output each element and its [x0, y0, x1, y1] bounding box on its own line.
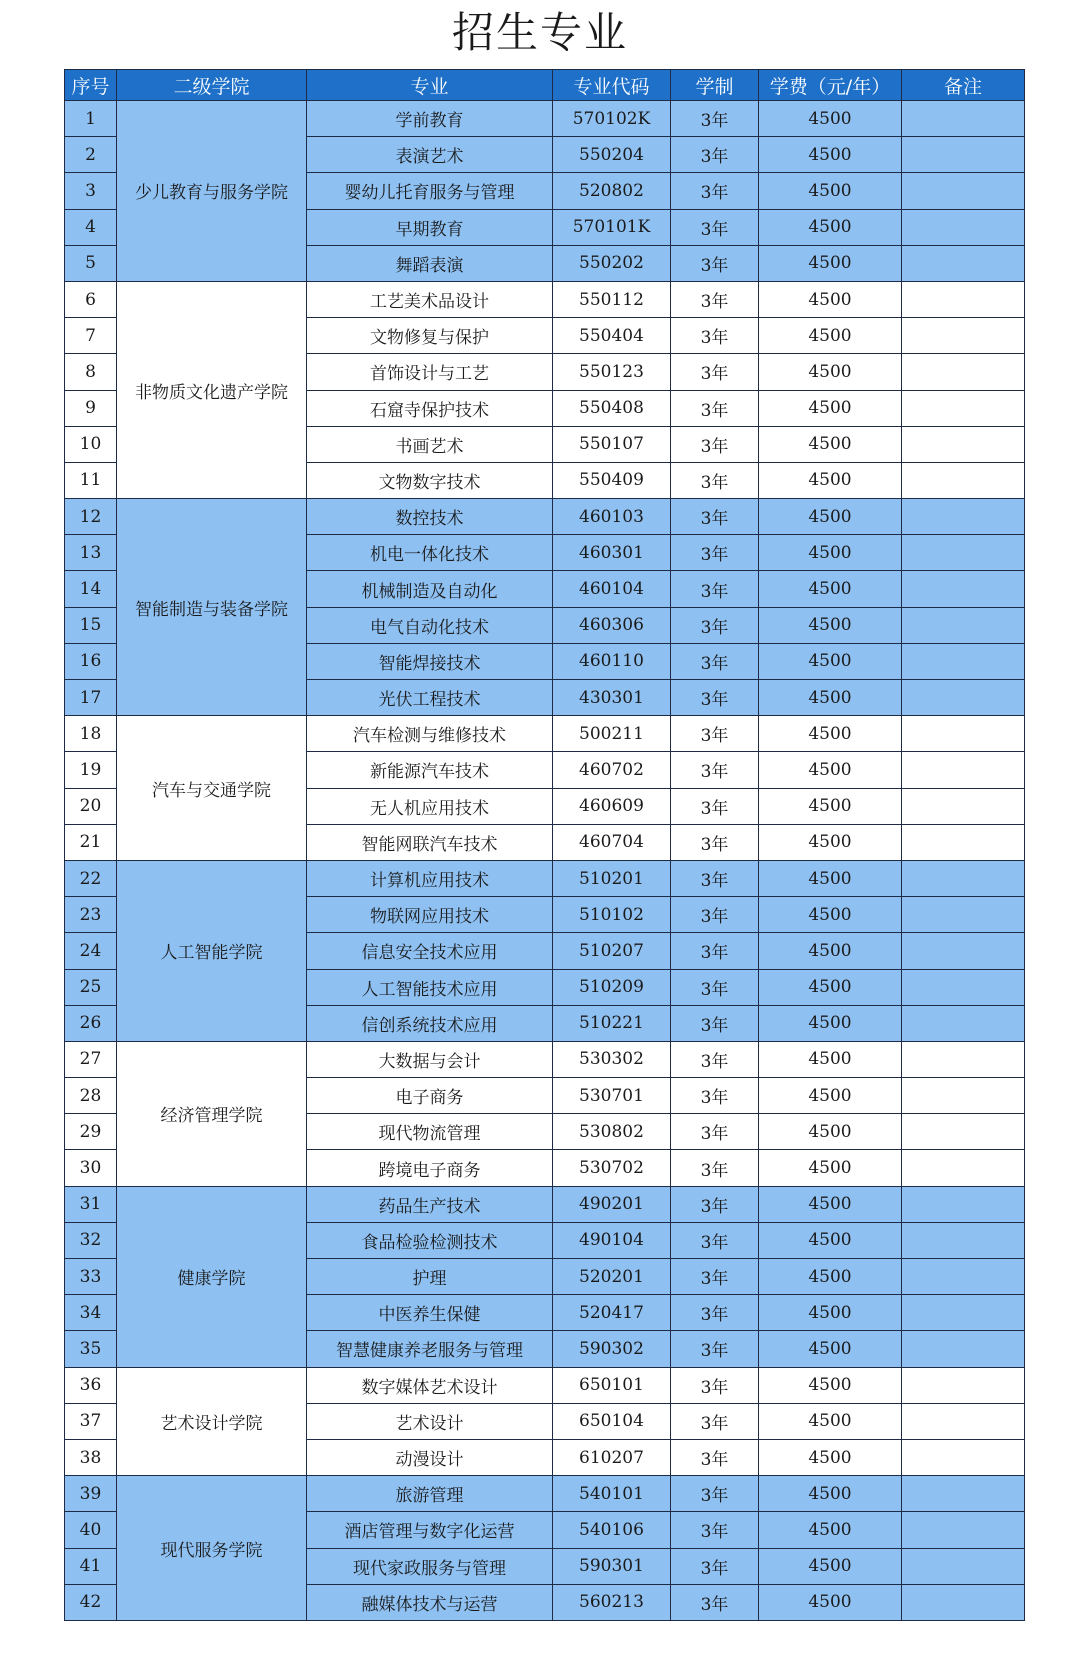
duration-cell: 3年 [671, 245, 759, 281]
major-cell: 机械制造及自动化 [307, 571, 553, 607]
duration-cell: 3年 [671, 1041, 759, 1077]
code-cell: 460301 [553, 535, 671, 571]
major-cell: 旅游管理 [307, 1476, 553, 1512]
duration-cell: 3年 [671, 860, 759, 896]
fee-cell: 4500 [759, 716, 902, 752]
fee-cell: 4500 [759, 173, 902, 209]
row-number: 31 [65, 1186, 117, 1222]
row-number: 23 [65, 897, 117, 933]
major-cell: 中医养生保健 [307, 1295, 553, 1331]
note-cell [902, 173, 1025, 209]
major-cell: 酒店管理与数字化运营 [307, 1512, 553, 1548]
row-number: 6 [65, 281, 117, 317]
note-cell [902, 860, 1025, 896]
fee-cell: 4500 [759, 788, 902, 824]
code-cell: 520201 [553, 1259, 671, 1295]
major-cell: 机电一体化技术 [307, 535, 553, 571]
code-cell: 460306 [553, 607, 671, 643]
row-number: 10 [65, 426, 117, 462]
code-cell: 550202 [553, 245, 671, 281]
header-no: 序号 [65, 70, 117, 101]
duration-cell: 3年 [671, 752, 759, 788]
duration-cell: 3年 [671, 1150, 759, 1186]
duration-cell: 3年 [671, 1114, 759, 1150]
major-cell: 数控技术 [307, 499, 553, 535]
row-number: 32 [65, 1222, 117, 1258]
college-cell: 经济管理学院 [117, 1041, 307, 1186]
note-cell [902, 209, 1025, 245]
code-cell: 530702 [553, 1150, 671, 1186]
major-cell: 跨境电子商务 [307, 1150, 553, 1186]
row-number: 26 [65, 1005, 117, 1041]
table-row [65, 1186, 1025, 1222]
fee-cell: 4500 [759, 1548, 902, 1584]
code-cell: 500211 [553, 716, 671, 752]
note-cell [902, 752, 1025, 788]
major-cell: 物联网应用技术 [307, 897, 553, 933]
fee-cell: 4500 [759, 1403, 902, 1439]
note-cell [902, 101, 1025, 137]
fee-cell: 4500 [759, 462, 902, 498]
fee-cell: 4500 [759, 571, 902, 607]
fee-cell: 4500 [759, 281, 902, 317]
header-fee: 学费（元/年） [759, 70, 902, 101]
row-number: 3 [65, 173, 117, 209]
code-cell: 550107 [553, 426, 671, 462]
note-cell [902, 1512, 1025, 1548]
duration-cell: 3年 [671, 571, 759, 607]
note-cell [902, 354, 1025, 390]
row-number: 28 [65, 1078, 117, 1114]
major-cell: 智能网联汽车技术 [307, 824, 553, 860]
table-row [65, 716, 1025, 752]
note-cell [902, 245, 1025, 281]
fee-cell: 4500 [759, 824, 902, 860]
row-number: 12 [65, 499, 117, 535]
major-cell: 药品生产技术 [307, 1186, 553, 1222]
major-cell: 舞蹈表演 [307, 245, 553, 281]
college-cell: 非物质文化遗产学院 [117, 281, 307, 498]
header-note: 备注 [902, 70, 1025, 101]
note-cell [902, 788, 1025, 824]
code-cell: 560213 [553, 1584, 671, 1620]
row-number: 20 [65, 788, 117, 824]
duration-cell: 3年 [671, 426, 759, 462]
major-cell: 艺术设计 [307, 1403, 553, 1439]
duration-cell: 3年 [671, 1548, 759, 1584]
code-cell: 510102 [553, 897, 671, 933]
fee-cell: 4500 [759, 354, 902, 390]
major-cell: 文物数字技术 [307, 462, 553, 498]
major-cell: 现代家政服务与管理 [307, 1548, 553, 1584]
header-row [65, 70, 1025, 101]
duration-cell: 3年 [671, 824, 759, 860]
note-cell [902, 1078, 1025, 1114]
major-cell: 电气自动化技术 [307, 607, 553, 643]
table-row [65, 499, 1025, 535]
college-cell: 少儿教育与服务学院 [117, 101, 307, 282]
row-number: 17 [65, 680, 117, 716]
fee-cell: 4500 [759, 607, 902, 643]
row-number: 7 [65, 318, 117, 354]
row-number: 16 [65, 643, 117, 679]
row-number: 30 [65, 1150, 117, 1186]
code-cell: 510209 [553, 969, 671, 1005]
duration-cell: 3年 [671, 209, 759, 245]
row-number: 13 [65, 535, 117, 571]
note-cell [902, 1548, 1025, 1584]
duration-cell: 3年 [671, 1186, 759, 1222]
code-cell: 550112 [553, 281, 671, 317]
duration-cell: 3年 [671, 137, 759, 173]
note-cell [902, 1259, 1025, 1295]
major-cell: 信息安全技术应用 [307, 933, 553, 969]
major-cell: 文物修复与保护 [307, 318, 553, 354]
college-cell: 艺术设计学院 [117, 1367, 307, 1476]
note-cell [902, 969, 1025, 1005]
fee-cell: 4500 [759, 1186, 902, 1222]
duration-cell: 3年 [671, 1005, 759, 1041]
duration-cell: 3年 [671, 101, 759, 137]
fee-cell: 4500 [759, 245, 902, 281]
note-cell [902, 281, 1025, 317]
code-cell: 540106 [553, 1512, 671, 1548]
duration-cell: 3年 [671, 1078, 759, 1114]
major-cell: 光伏工程技术 [307, 680, 553, 716]
code-cell: 510221 [553, 1005, 671, 1041]
major-cell: 早期教育 [307, 209, 553, 245]
code-cell: 570102K [553, 101, 671, 137]
table-row [65, 101, 1025, 137]
code-cell: 590301 [553, 1548, 671, 1584]
college-cell: 健康学院 [117, 1186, 307, 1367]
table-row [65, 1367, 1025, 1403]
major-cell: 石窟寺保护技术 [307, 390, 553, 426]
note-cell [902, 499, 1025, 535]
duration-cell: 3年 [671, 1295, 759, 1331]
duration-cell: 3年 [671, 1259, 759, 1295]
duration-cell: 3年 [671, 462, 759, 498]
duration-cell: 3年 [671, 1222, 759, 1258]
code-cell: 520802 [553, 173, 671, 209]
table-row [65, 1476, 1025, 1512]
duration-cell: 3年 [671, 1331, 759, 1367]
header-major: 专业 [307, 70, 553, 101]
code-cell: 550408 [553, 390, 671, 426]
major-cell: 现代物流管理 [307, 1114, 553, 1150]
fee-cell: 4500 [759, 1150, 902, 1186]
note-cell [902, 318, 1025, 354]
row-number: 41 [65, 1548, 117, 1584]
fee-cell: 4500 [759, 1222, 902, 1258]
duration-cell: 3年 [671, 1439, 759, 1475]
major-cell: 护理 [307, 1259, 553, 1295]
code-cell: 530802 [553, 1114, 671, 1150]
code-cell: 540101 [553, 1476, 671, 1512]
row-number: 19 [65, 752, 117, 788]
note-cell [902, 535, 1025, 571]
fee-cell: 4500 [759, 318, 902, 354]
fee-cell: 4500 [759, 1114, 902, 1150]
duration-cell: 3年 [671, 933, 759, 969]
note-cell [902, 1186, 1025, 1222]
duration-cell: 3年 [671, 897, 759, 933]
major-cell: 婴幼儿托育服务与管理 [307, 173, 553, 209]
row-number: 38 [65, 1439, 117, 1475]
fee-cell: 4500 [759, 426, 902, 462]
code-cell: 550123 [553, 354, 671, 390]
duration-cell: 3年 [671, 1476, 759, 1512]
college-cell: 智能制造与装备学院 [117, 499, 307, 716]
row-number: 36 [65, 1367, 117, 1403]
code-cell: 460702 [553, 752, 671, 788]
fee-cell: 4500 [759, 1331, 902, 1367]
fee-cell: 4500 [759, 1005, 902, 1041]
code-cell: 490104 [553, 1222, 671, 1258]
duration-cell: 3年 [671, 354, 759, 390]
code-cell: 460110 [553, 643, 671, 679]
code-cell: 530701 [553, 1078, 671, 1114]
note-cell [902, 1439, 1025, 1475]
row-number: 11 [65, 462, 117, 498]
fee-cell: 4500 [759, 1041, 902, 1077]
fee-cell: 4500 [759, 535, 902, 571]
code-cell: 590302 [553, 1331, 671, 1367]
major-cell: 人工智能技术应用 [307, 969, 553, 1005]
fee-cell: 4500 [759, 1295, 902, 1331]
note-cell [902, 1295, 1025, 1331]
code-cell: 510207 [553, 933, 671, 969]
note-cell [902, 426, 1025, 462]
table-row [65, 860, 1025, 896]
note-cell [902, 1367, 1025, 1403]
duration-cell: 3年 [671, 643, 759, 679]
row-number: 29 [65, 1114, 117, 1150]
duration-cell: 3年 [671, 318, 759, 354]
note-cell [902, 1005, 1025, 1041]
row-number: 1 [65, 101, 117, 137]
fee-cell: 4500 [759, 933, 902, 969]
fee-cell: 4500 [759, 969, 902, 1005]
major-cell: 信创系统技术应用 [307, 1005, 553, 1041]
code-cell: 520417 [553, 1295, 671, 1331]
table-row [65, 1041, 1025, 1077]
note-cell [902, 1150, 1025, 1186]
note-cell [902, 824, 1025, 860]
college-cell: 现代服务学院 [117, 1476, 307, 1621]
major-cell: 首饰设计与工艺 [307, 354, 553, 390]
code-cell: 550409 [553, 462, 671, 498]
code-cell: 460704 [553, 824, 671, 860]
fee-cell: 4500 [759, 1476, 902, 1512]
fee-cell: 4500 [759, 1078, 902, 1114]
duration-cell: 3年 [671, 1403, 759, 1439]
fee-cell: 4500 [759, 1439, 902, 1475]
code-cell: 650104 [553, 1403, 671, 1439]
college-cell: 汽车与交通学院 [117, 716, 307, 861]
row-number: 27 [65, 1041, 117, 1077]
code-cell: 430301 [553, 680, 671, 716]
row-number: 21 [65, 824, 117, 860]
code-cell: 530302 [553, 1041, 671, 1077]
major-cell: 电子商务 [307, 1078, 553, 1114]
major-cell: 数字媒体艺术设计 [307, 1367, 553, 1403]
duration-cell: 3年 [671, 173, 759, 209]
fee-cell: 4500 [759, 1259, 902, 1295]
note-cell [902, 571, 1025, 607]
fee-cell: 4500 [759, 1367, 902, 1403]
row-number: 33 [65, 1259, 117, 1295]
duration-cell: 3年 [671, 1512, 759, 1548]
major-cell: 新能源汽车技术 [307, 752, 553, 788]
major-cell: 大数据与会计 [307, 1041, 553, 1077]
duration-cell: 3年 [671, 390, 759, 426]
row-number: 4 [65, 209, 117, 245]
major-cell: 计算机应用技术 [307, 860, 553, 896]
note-cell [902, 1476, 1025, 1512]
note-cell [902, 1114, 1025, 1150]
row-number: 22 [65, 860, 117, 896]
note-cell [902, 933, 1025, 969]
fee-cell: 4500 [759, 752, 902, 788]
note-cell [902, 1403, 1025, 1439]
note-cell [902, 643, 1025, 679]
header-duration: 学制 [671, 70, 759, 101]
code-cell: 550204 [553, 137, 671, 173]
row-number: 39 [65, 1476, 117, 1512]
duration-cell: 3年 [671, 1584, 759, 1620]
row-number: 18 [65, 716, 117, 752]
major-cell: 智能焊接技术 [307, 643, 553, 679]
note-cell [902, 680, 1025, 716]
table-body [65, 101, 1025, 1621]
enrollment-table [64, 69, 1025, 1621]
row-number: 40 [65, 1512, 117, 1548]
duration-cell: 3年 [671, 969, 759, 1005]
fee-cell: 4500 [759, 1584, 902, 1620]
fee-cell: 4500 [759, 137, 902, 173]
note-cell [902, 1331, 1025, 1367]
fee-cell: 4500 [759, 860, 902, 896]
fee-cell: 4500 [759, 643, 902, 679]
major-cell: 工艺美术品设计 [307, 281, 553, 317]
header-college: 二级学院 [117, 70, 307, 101]
note-cell [902, 1222, 1025, 1258]
row-number: 25 [65, 969, 117, 1005]
duration-cell: 3年 [671, 716, 759, 752]
table-row [65, 281, 1025, 317]
major-cell: 动漫设计 [307, 1439, 553, 1475]
code-cell: 510201 [553, 860, 671, 896]
major-cell: 融媒体技术与运营 [307, 1584, 553, 1620]
code-cell: 570101K [553, 209, 671, 245]
major-cell: 智慧健康养老服务与管理 [307, 1331, 553, 1367]
major-cell: 食品检验检测技术 [307, 1222, 553, 1258]
fee-cell: 4500 [759, 897, 902, 933]
note-cell [902, 607, 1025, 643]
row-number: 8 [65, 354, 117, 390]
code-cell: 460103 [553, 499, 671, 535]
major-cell: 书画艺术 [307, 426, 553, 462]
row-number: 9 [65, 390, 117, 426]
row-number: 37 [65, 1403, 117, 1439]
header-code: 专业代码 [553, 70, 671, 101]
page-title: 招生专业 [451, 8, 628, 57]
row-number: 24 [65, 933, 117, 969]
duration-cell: 3年 [671, 535, 759, 571]
note-cell [902, 137, 1025, 173]
code-cell: 610207 [553, 1439, 671, 1475]
row-number: 15 [65, 607, 117, 643]
note-cell [902, 716, 1025, 752]
duration-cell: 3年 [671, 607, 759, 643]
row-number: 35 [65, 1331, 117, 1367]
note-cell [902, 390, 1025, 426]
code-cell: 550404 [553, 318, 671, 354]
code-cell: 650101 [553, 1367, 671, 1403]
code-cell: 460609 [553, 788, 671, 824]
major-cell: 表演艺术 [307, 137, 553, 173]
duration-cell: 3年 [671, 788, 759, 824]
fee-cell: 4500 [759, 499, 902, 535]
major-cell: 无人机应用技术 [307, 788, 553, 824]
row-number: 5 [65, 245, 117, 281]
note-cell [902, 462, 1025, 498]
college-cell: 人工智能学院 [117, 860, 307, 1041]
row-number: 42 [65, 1584, 117, 1620]
fee-cell: 4500 [759, 209, 902, 245]
major-cell: 学前教育 [307, 101, 553, 137]
duration-cell: 3年 [671, 1367, 759, 1403]
duration-cell: 3年 [671, 680, 759, 716]
duration-cell: 3年 [671, 281, 759, 317]
row-number: 34 [65, 1295, 117, 1331]
fee-cell: 4500 [759, 390, 902, 426]
note-cell [902, 1584, 1025, 1620]
note-cell [902, 897, 1025, 933]
row-number: 14 [65, 571, 117, 607]
note-cell [902, 1041, 1025, 1077]
duration-cell: 3年 [671, 499, 759, 535]
fee-cell: 4500 [759, 1512, 902, 1548]
code-cell: 460104 [553, 571, 671, 607]
row-number: 2 [65, 137, 117, 173]
fee-cell: 4500 [759, 101, 902, 137]
fee-cell: 4500 [759, 680, 902, 716]
major-cell: 汽车检测与维修技术 [307, 716, 553, 752]
code-cell: 490201 [553, 1186, 671, 1222]
